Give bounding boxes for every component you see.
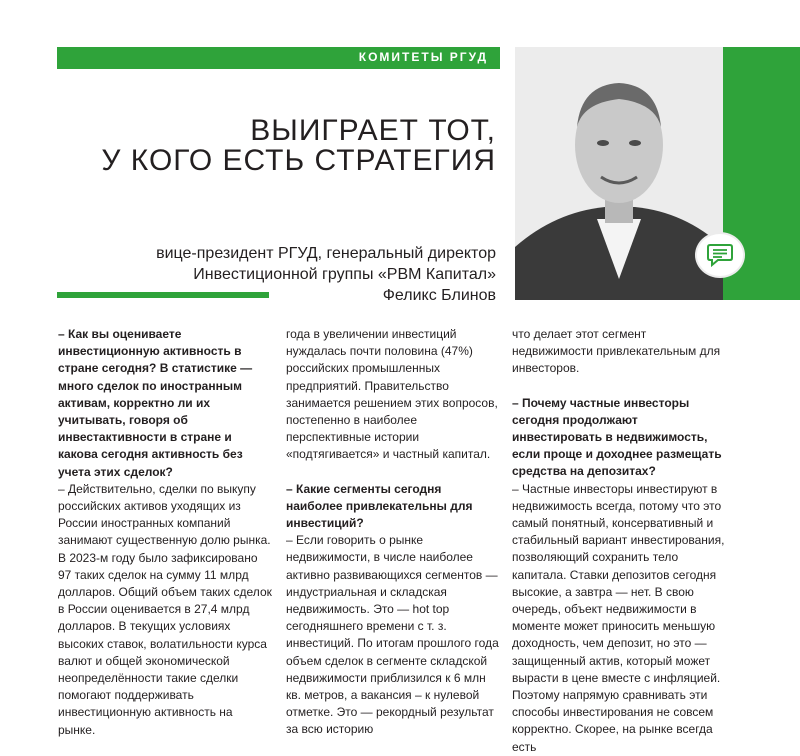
- section-label: КОМИТЕТЫ РГУД: [358, 50, 488, 64]
- accent-rule: [57, 292, 269, 298]
- speech-bubble-icon: [707, 243, 733, 267]
- answer-paragraph: – Если говорить о рынке недвижимости, в числе наиболее активно развивающихся сегментов — индустриальная и складская недвижимость. Это — hot top сегодняшнего времени с т. з. инвестиций. По итогам прошлого года объем сделок в сегменте складской недвижимости приблизился к 6 млн кв. метров, а вакансия – к нулевой отметке. Это — рекордный результат за всю историю: [286, 533, 499, 737]
- byline-name: Феликс Блинов: [382, 287, 496, 304]
- paragraph-gap: [512, 378, 726, 395]
- text-column-3: [512, 326, 726, 756]
- article-title-line-1: ВЫИГРАЕТ ТОТ,: [250, 114, 496, 147]
- byline-position: вице-президент РГУД, генеральный директор: [156, 245, 496, 262]
- answer-paragraph: – Частные инвесторы инвестируют в недвижимость всегда, потому что это самый понятный, консервативный и стабильный вариант инвестирования, позволяющий сохранить тело капитала. Ставки депозитов сегодня высокие, а завтра — нет. В свою очередь, объект недвижимости в моменте может приносить меньшую доходность, чем депозит, но это — защищенный актив, который может вырасти в цене вместе с инфляцией. Поэтому напрямую сравнивать эти способы инвестирования не совсем корректно. Скорее, на рынке всегда есть: [512, 481, 725, 754]
- paragraph-gap: [286, 464, 499, 481]
- answer-paragraph: что делает этот сегмент недвижимости привлекательным для инвесторов.: [512, 327, 721, 376]
- section-band: [57, 47, 500, 69]
- answer-paragraph: – Действительно, сделки по выкупу российских активов уходящих из России иностранных компаний занимают существенную долю рынка. В 2023-м году было зафиксировано 97 таких сделок на сумму 11 млрд долларов. Общий объем таких сделок в России оценивается в 27,4 млрд долларов. В текущих условиях высоких ставок, волатильности курса валют и общей экономической неопределённости такие сделки помогают поддерживать инвестиционную активность на рынке.: [58, 481, 272, 737]
- byline-company: Инвестиционной группы «РВМ Капитал»: [193, 266, 496, 283]
- article-title-line-2: У КОГО ЕСТЬ СТРАТЕГИЯ: [101, 144, 496, 177]
- text-column-1: [58, 326, 273, 739]
- answer-paragraph: года в увеличении инвестиций нуждалась почти половина (47%) российских промышленных предприятий. Правительство занимается решением этих вопросов, постепенно в наиболее перспективные истории «подтягивается» и частный капитал.: [286, 327, 498, 462]
- portrait-photo: [515, 47, 723, 300]
- comment-bubble: [697, 234, 743, 276]
- text-column-2: [286, 326, 499, 739]
- question-paragraph: – Почему частные инвесторы сегодня продолжают инвестировать в недвижимость, если проще и доходнее размещать средства на депозитах?: [512, 395, 722, 479]
- portrait-illustration: [515, 47, 723, 300]
- question-paragraph: – Как вы оцениваете инвестиционную активность в стране сегодня? В статистике — много сделок по иностранным активам, корректно ли их учитывать, говоря об инвестактивности в стране и какова сегодня активность без учета этих сделок?: [58, 327, 253, 479]
- question-paragraph: – Какие сегменты сегодня наиболее привлекательны для инвестиций?: [286, 481, 473, 531]
